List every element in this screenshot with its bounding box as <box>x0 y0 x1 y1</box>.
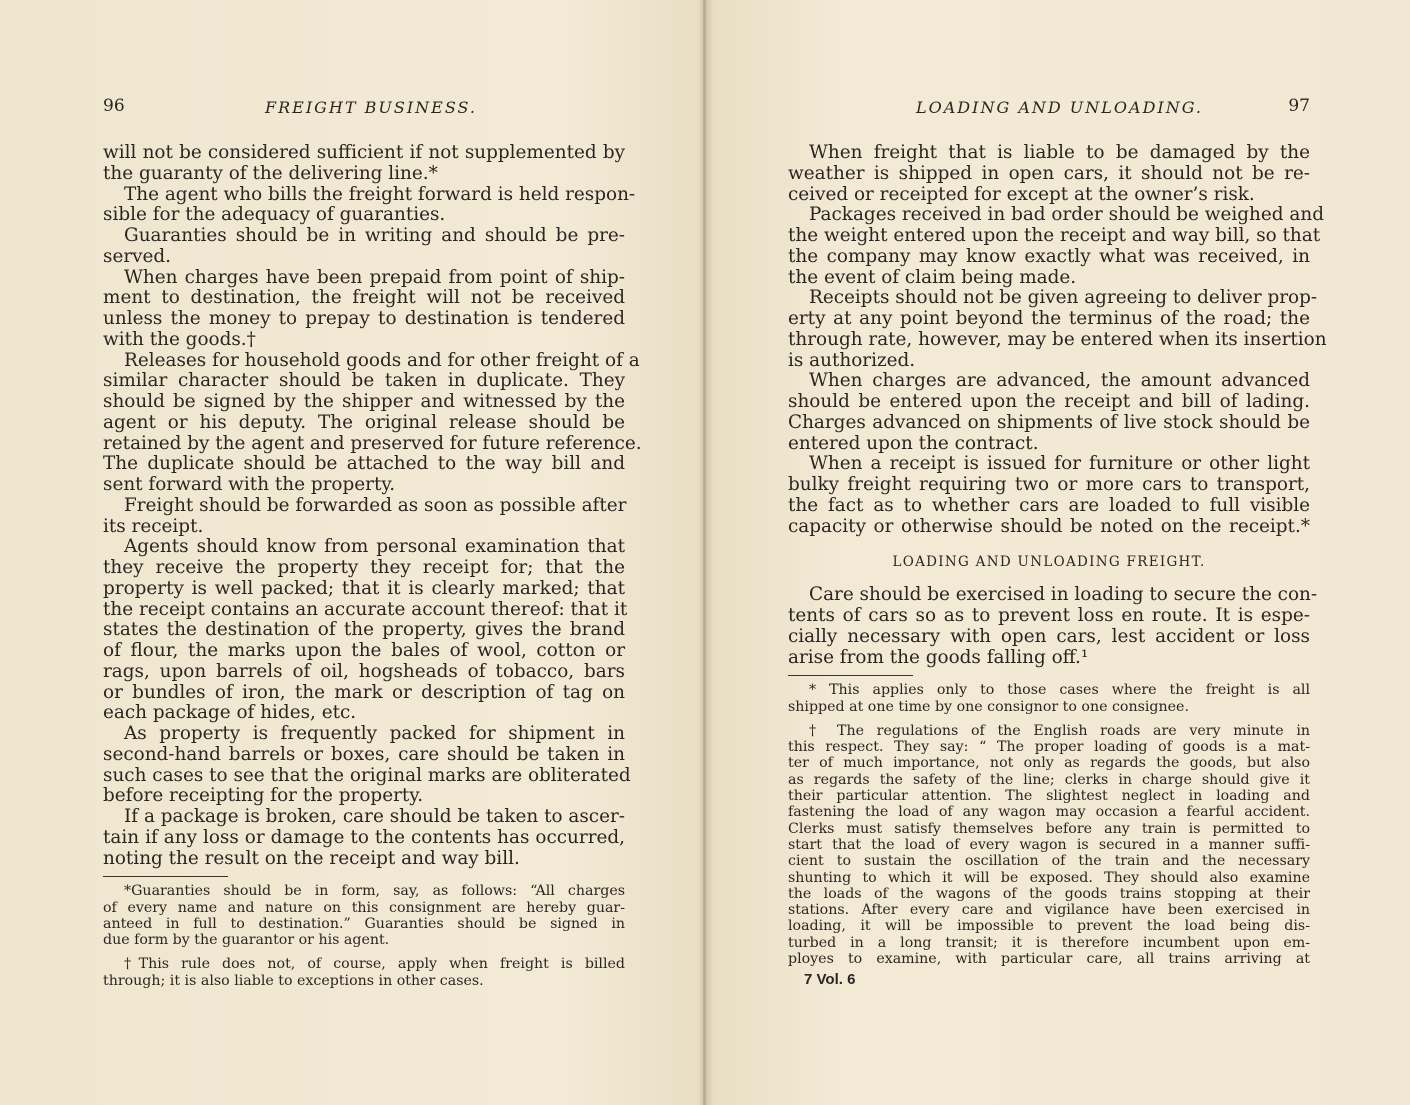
footnote-line: as regards the safety of the line; clerks in charge should give it <box>788 771 1310 788</box>
footnote-line: cient to sustain the oscillation of the train and the necessary <box>788 853 1310 870</box>
text-line: of flour, the marks upon the bales of wool, cotton or <box>103 640 625 661</box>
text-line: the company may know exactly what was received, in <box>788 245 1310 267</box>
text-line: cially necessary with open cars, lest accident or loss <box>788 625 1310 647</box>
text-line: with the goods.† <box>103 328 256 350</box>
text-line: each package of hides, etc. <box>103 702 357 724</box>
text-line: Packages received in bad order should be weighed and <box>809 204 1324 226</box>
footnote-line: this respect. They say: “ The proper loading of goods is a mat- <box>788 739 1310 756</box>
right-page-number: 97 <box>1288 96 1310 116</box>
footnote <box>788 723 1310 967</box>
footnote-rule <box>103 876 228 877</box>
text-line: Charges advanced on shipments of live stock should be <box>788 411 1310 433</box>
left-body <box>103 142 642 989</box>
text-line: should be entered upon the receipt and bill of lading. <box>788 391 1310 412</box>
left-page-number: 96 <box>103 96 125 116</box>
footnote-line: through; it is also liable to exceptions in other cases. <box>103 972 484 989</box>
text-line: unless the money to prepay to destination is tendered <box>103 308 625 329</box>
text-line: the event of claim being made. <box>788 266 1077 288</box>
footnote-line: loading, it will be impossible to prevent the load being dis- <box>788 918 1310 935</box>
footnote-line: † The regulations of the English roads are very minute in <box>809 722 1310 739</box>
left-paragraphs <box>103 142 642 869</box>
text-line: As property is frequently packed for shipment in <box>124 723 625 744</box>
footnote-gap <box>103 948 625 956</box>
footnote-line: the loads of the wagons of the goods trains stopping at their <box>788 885 1310 902</box>
footnote-rule <box>788 675 913 676</box>
right-running-head <box>788 96 1310 122</box>
text-line: The agent who bills the freight forward is held respon- <box>124 183 636 205</box>
text-line: the fact as to whether cars are loaded to full visible <box>788 494 1310 516</box>
signature-mark: 7 Vol. 6 <box>804 971 856 989</box>
text-line: states the destination of the property, gives the brand <box>103 619 625 641</box>
text-line: the weight entered upon the receipt and way bill, so that <box>788 225 1321 246</box>
footnote <box>103 883 625 948</box>
footnote-line: Clerks must satisfy themselves before any train is permitted to <box>788 820 1310 837</box>
text-line: When charges have been prepaid from point of ship- <box>124 266 625 288</box>
text-line: should be signed by the shipper and witnessed by the <box>103 391 625 412</box>
section-heading: LOADING AND UNLOADING FREIGHT. <box>892 554 1206 571</box>
text-line: tain if any loss or damage to the contents has occurred, <box>103 826 625 848</box>
footnote-line: ter of much importance, not only as regards the goods, but also <box>788 755 1310 772</box>
text-line: the receipt contains an accurate account thereof: that it <box>103 598 628 620</box>
text-line: property is well packed; that it is clearly marked; that <box>103 577 625 599</box>
right-page <box>788 0 1327 1105</box>
text-line: capacity or otherwise should be noted on the receipt.* <box>788 515 1310 537</box>
text-line: second-hand barrels or boxes, care should be taken in <box>103 743 625 765</box>
text-line: its receipt. <box>103 515 204 537</box>
footnote-line: anteed in full to destination.” Guaranties should be signed in <box>103 915 625 932</box>
footnote <box>788 682 1310 715</box>
left-running-head <box>103 96 625 122</box>
text-line: When freight that is liable to be damaged by the <box>809 142 1310 163</box>
text-line: tents of cars so as to prevent loss en route. It is espe- <box>788 605 1310 626</box>
text-line: Releases for household goods and for other freight of a <box>124 349 640 371</box>
footnote-line: *Guaranties should be in form, say, as follows: “All charges <box>124 883 625 900</box>
text-line: before receipting for the property. <box>103 785 424 807</box>
text-line: sent forward with the property. <box>103 474 396 495</box>
left-page <box>103 0 642 1105</box>
left-running-title: FREIGHT BUSINESS. <box>265 98 477 117</box>
right-body <box>788 142 1327 989</box>
text-line: When charges are advanced, the amount advanced <box>809 370 1310 392</box>
right-footnotes <box>788 682 1310 967</box>
footnote-line: turbed in a long transit; it is therefore incumbent upon em- <box>788 934 1310 951</box>
footnote-line: start that the load of every wagon is secured in a manner suffi- <box>788 836 1310 853</box>
footnote-line: ployes to examine, with particular care, all trains arriving at <box>788 951 1310 967</box>
right-paragraphs <box>788 142 1327 537</box>
text-line: rags, upon barrels of oil, hogsheads of tobacco, bars <box>103 660 625 682</box>
book-gutter <box>703 0 706 1105</box>
text-line: When a receipt is issued for furniture or other light <box>809 453 1310 475</box>
text-line: Care should be exercised in loading to secure the con- <box>809 584 1318 606</box>
text-line: The duplicate should be attached to the way bill and <box>103 453 625 475</box>
text-line: they receive the property they receipt for; that the <box>103 557 625 578</box>
text-line: sible for the adequacy of guaranties. <box>103 204 446 226</box>
text-line: noting the result on the receipt and way bill. <box>103 847 520 869</box>
text-line: bulky freight requiring two or more cars to transport, <box>788 474 1310 495</box>
left-footnotes <box>103 883 625 989</box>
footnote-line: of every name and nature on this consignment are hereby guar- <box>103 899 625 916</box>
text-line: the guaranty of the delivering line.* <box>103 162 438 184</box>
text-line: through rate, however, may be entered when its insertion <box>788 328 1327 350</box>
text-line: is authorized. <box>788 349 916 371</box>
text-line: Receipts should not be given agreeing to deliver prop- <box>809 287 1318 309</box>
text-line: ceived or receipted for except at the owner’s risk. <box>788 183 1255 205</box>
footnote-line: shunting to which it will be exposed. They should also examine <box>788 869 1310 886</box>
footnote-line: stations. After every care and vigilance have been exercised in <box>788 902 1310 919</box>
text-line: Guaranties should be in writing and should be pre- <box>124 225 625 246</box>
text-line: served. <box>103 245 172 267</box>
text-line: ment to destination, the freight will not be received <box>103 287 625 309</box>
right-paragraphs-2 <box>788 584 1318 668</box>
text-line: agent or his deputy. The original release should be <box>103 411 625 433</box>
text-line: such cases to see that the original marks are obliterated <box>103 764 631 786</box>
right-running-title: LOADING AND UNLOADING. <box>916 98 1204 117</box>
footnote-line: fastening the load of any wagon may occasion a fearful accident. <box>788 804 1310 821</box>
footnote-line: due form by the guarantor or his agent. <box>103 932 390 949</box>
text-line: erty at any point beyond the terminus of the road; the <box>788 308 1310 329</box>
text-line: If a package is broken, care should be taken to ascer- <box>124 806 625 827</box>
text-line: weather is shipped in open cars, it should not be re- <box>788 162 1310 184</box>
text-line: or bundles of iron, the mark or description of tag on <box>103 681 625 703</box>
footnote <box>103 956 625 989</box>
text-line: similar character should be taken in duplicate. They <box>103 370 625 392</box>
text-line: will not be considered sufficient if not supplemented by <box>103 142 625 163</box>
text-line: entered upon the contract. <box>788 432 1039 454</box>
footnote-line: their particular attention. The slightest neglect in loading and <box>788 788 1310 805</box>
footnote-line: * This applies only to those cases where the freight is all <box>809 682 1310 699</box>
footnote-gap <box>788 715 1310 723</box>
text-line: Agents should know from personal examination that <box>124 536 625 558</box>
text-line: Freight should be forwarded as soon as possible after <box>124 494 627 516</box>
text-line: retained by the agent and preserved for future reference. <box>103 432 642 454</box>
text-line: arise from the goods falling off.¹ <box>788 646 1089 668</box>
footnote-line: shipped at one time by one consignor to one consignee. <box>788 698 1189 715</box>
footnote-line: †This rule does not, of course, apply when freight is billed <box>124 956 625 973</box>
